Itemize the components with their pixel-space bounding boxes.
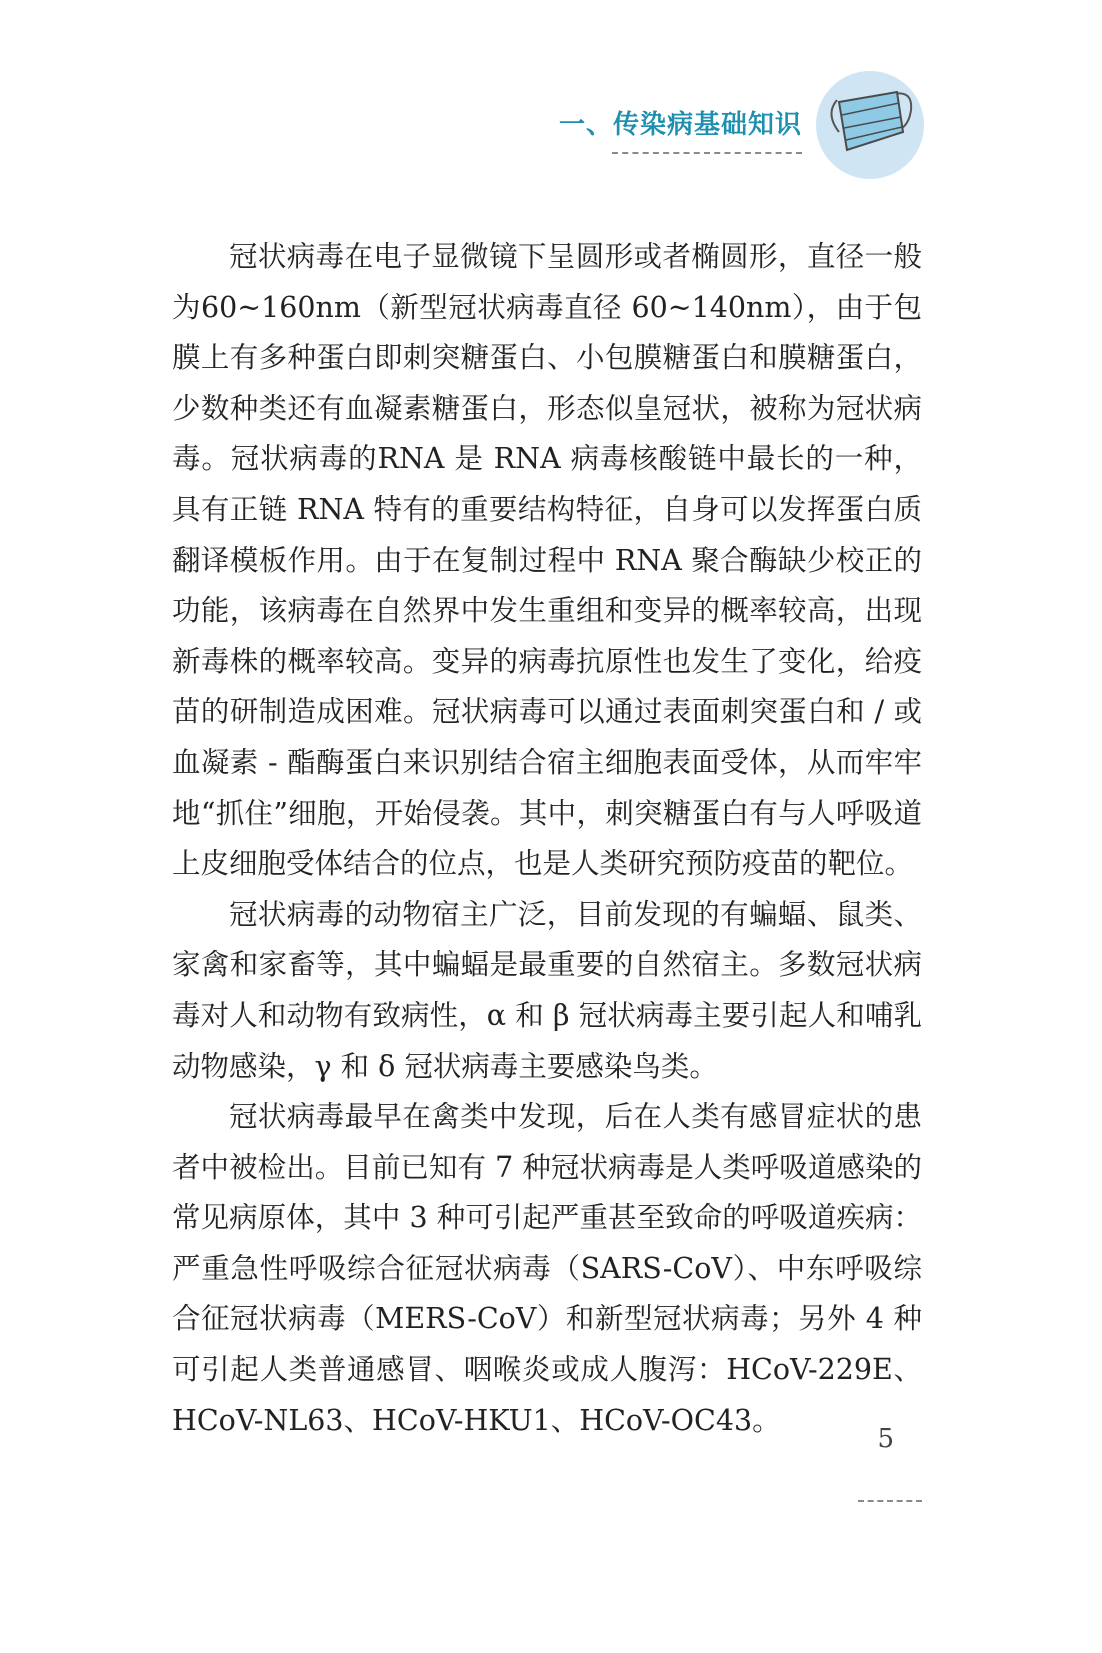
footer-divider bbox=[858, 1500, 922, 1502]
page-header bbox=[0, 0, 1102, 200]
page-number: 5 bbox=[877, 1424, 894, 1454]
paragraph: 冠状病毒最早在禽类中发现，后在人类有感冒症状的患者中被检出。目前已知有 7 种冠状病毒是人类呼吸道感染的常见病原体，其中 3 种可引起严重甚至致命的呼吸道疾病：严重急性呼吸综合征冠状病毒（SARS-CoV）、中东呼吸综合征冠状病毒（MERS-CoV）和新型冠状病毒；另外 4 种可引起人类普通感冒、咽喉炎或成人腹泻：HCoV-229E、HCoV-NL63、HCoV-HKU1、HCoV-OC43。 bbox=[172, 1100, 922, 1437]
header-divider bbox=[612, 152, 802, 154]
section-title: 一、传染病基础知识 bbox=[558, 110, 802, 140]
face-mask-icon bbox=[815, 70, 925, 180]
article-body bbox=[172, 232, 922, 1446]
paragraph: 冠状病毒在电子显微镜下呈圆形或者椭圆形，直径一般为60~160nm（新型冠状病毒直径 60~140nm），由于包膜上有多种蛋白即刺突糖蛋白、小包膜糖蛋白和膜糖蛋白，少数种类还有血凝素糖蛋白，形态似皇冠状，被称为冠状病毒。冠状病毒的RNA 是 RNA 病毒核酸链中最长的一种，具有正链 RNA 特有的重要结构特征，自身可以发挥蛋白质翻译模板作用。由于在复制过程中 RNA 聚合酶缺少校正的功能，该病毒在自然界中发生重组和变异的概率较高，出现新毒株的概率较高。变异的病毒抗原性也发生了变化，给疫苗的研制造成困难。冠状病毒可以通过表面刺突蛋白和 / 或血凝素 - 酯酶蛋白来识别结合宿主细胞表面受体，从而牢牢地“抓住”细胞，开始侵袭。其中，刺突糖蛋白有与人呼吸道上皮细胞受体结合的位点，也是人类研究预防疫苗的靶位。 bbox=[172, 240, 922, 881]
paragraph: 冠状病毒的动物宿主广泛，目前发现的有蝙蝠、鼠类、家禽和家畜等，其中蝙蝠是最重要的自然宿主。多数冠状病毒对人和动物有致病性，α 和 β 冠状病毒主要引起人和哺乳动物感染，γ 和 δ 冠状病毒主要感染鸟类。 bbox=[172, 897, 922, 1083]
